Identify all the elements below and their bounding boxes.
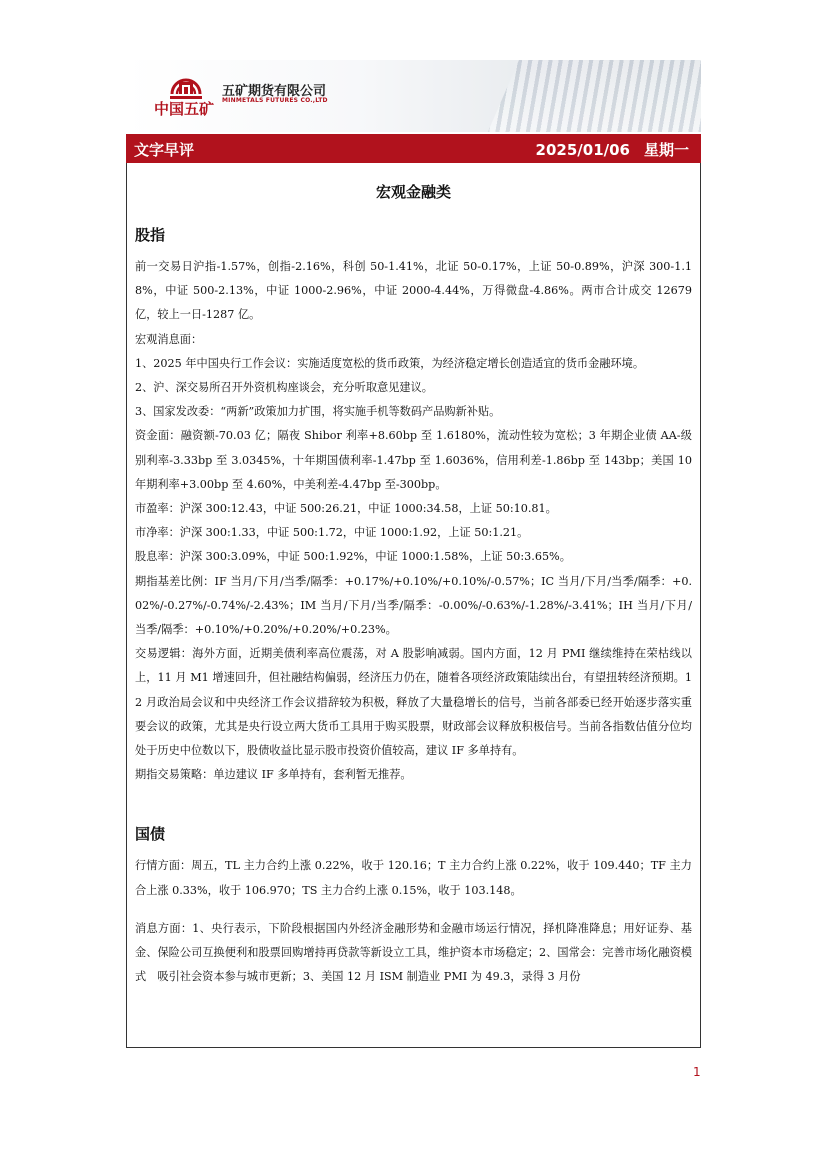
paragraph: 前一交易日沪指-1.57%，创指-2.16%，科创 50-1.41%，北证 50-0.17%，上证 50-0.89%，沪深 300-1.18%，中证 500-2.13%，中证 1000-2.96%，中证 2000-4.44%，万得微盘-4.86%。两市合计成交 12679 亿，较上一日-1287 亿。 [135, 260, 692, 322]
paragraph: 消息方面：1、央行表示，下阶段根据国内外经济金融形势和金融市场运行情况，择机降准降息；用好证券、基金、保险公司互换便利和股票回购增持再贷款等新设立工具，维护资本市场稳定；2、国常会：完善市场化融资模式 吸引社会资本参与城市更新；3、美国 12 月 ISM 制造业 PMI 为 49.3，录得 3 月份 [135, 921, 692, 984]
paragraph: 股息率：沪深 300:3.09%，中证 500:1.92%，中证 1000:1.58%，上证 50:3.65%。 [135, 550, 571, 564]
logo-text: 中国五矿 [154, 100, 215, 118]
paragraph: 资金面：融资额-70.03 亿；隔夜 Shibor 利率+8.60bp 至 1.6180%，流动性较为宽松；3 年期企业债 AA-级别利率-3.33bp 至 3.0345%，十年期国债利率-1.47bp 至 1.6036%，信用利差-1.86bp 至 143bp；美国 10 年期利率+3.00bp 至 4.60%，中美利差-4.47bp 至-300bp。 [135, 429, 692, 491]
category-title: 宏观金融类 [375, 183, 451, 201]
paragraph: 行情方面：周五，TL 主力合约上涨 0.22%，收于 120.16；T 主力合约上涨 0.22%，收于 109.440；TF 主力合上涨 0.33%，收于 106.970；TS 主力合约上涨 0.15%，收于 103.148。 [135, 859, 692, 897]
paragraph: 3、国家发改委：“两新”政策加力扩围，将实施手机等数码产品购新补贴。 [135, 405, 501, 419]
paragraph: 市净率：沪深 300:1.33，中证 500:1.72，中证 1000:1.92，上证 50:1.21。 [135, 526, 529, 540]
company-name-en: MINMETALS FUTURES CO.,LTD [222, 97, 328, 104]
company-name-cn: 五矿期货有限公司 [222, 84, 327, 99]
building-graphic [441, 60, 701, 132]
paragraph: 市盈率：沪深 300:12.43，中证 500:26.21，中证 1000:34.58，上证 50:10.81。 [135, 502, 557, 516]
report-title: 文字早评 [134, 141, 195, 159]
header-banner [126, 60, 701, 132]
paragraph: 宏观消息面： [135, 332, 203, 346]
report-date-group [536, 139, 689, 160]
report-body [126, 163, 701, 1048]
paragraph: 2、沪、深交易所召开外资机构座谈会，充分听取意见建议。 [135, 381, 433, 395]
report-date: 2025/01/06 [535, 141, 630, 159]
paragraph: 交易逻辑：海外方面，近期美债利率高位震荡，对 A 股影响减弱。国内方面，12 月 PMI 继续维持在荣枯线以上，11 月 M1 增速回升，但社融结构偏弱，经济压力仍在，随着各项经济政策陆续出台，有望扭转经济预期。12 月政治局会议和中央经济工作会议措辞较为积极，释放了大量稳增长的信号，当前各部委已经开始逐步落实重要会议的政策，尤其是央行设立两大货币工具用于购买股票，财政部会议释放积极信号。当前各指数估值分位均处于历史中位数以下，股债收益比显示股市投资价值较高，建议 IF 多单持有。 [135, 647, 692, 758]
section-heading-treasury: 国债 [135, 825, 166, 844]
section-heading-stock-index: 股指 [135, 226, 166, 244]
page-number: 1 [693, 1065, 701, 1079]
paragraph: 期指基差比例：IF 当月/下月/当季/隔季：+0.17%/+0.10%/+0.10%/-0.57%；IC 当月/下月/当季/隔季：+0.02%/-0.27%/-0.74%/-2.43%；IM 当月/下月/当季/隔季：-0.00%/-0.63%/-1.28%/-3.41%；IH 当月/下月/当季/隔季：+0.10%/+0.20%/+0.20%/+0.23%。 [135, 574, 692, 637]
paragraph: 1、2025 年中国央行工作会议：实施适度宽松的货币政策，为经济稳定增长创造适宜的货币金融环境。 [135, 356, 645, 370]
report-title-bar [126, 134, 701, 163]
report-weekday: 星期一 [643, 141, 689, 159]
paragraph: 期指交易策略：单边建议 IF 多单持有，套利暂无推荐。 [135, 768, 412, 782]
